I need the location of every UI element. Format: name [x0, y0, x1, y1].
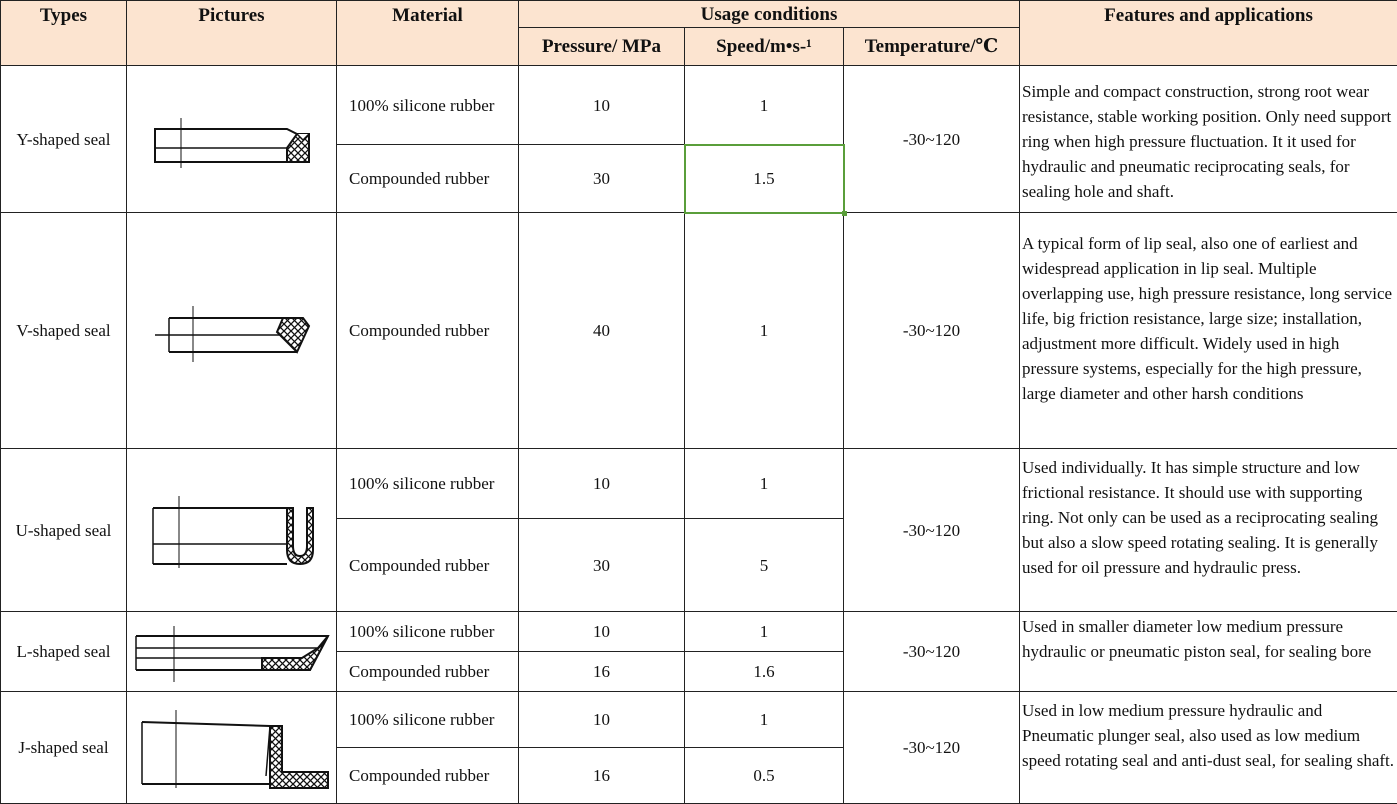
pressure-value: 10: [593, 474, 610, 493]
pressure-value: 16: [593, 662, 610, 681]
header-material[interactable]: [337, 0, 519, 66]
j-shaped-seal-drawing-icon: [132, 700, 332, 796]
row-l-material-1[interactable]: [337, 612, 519, 652]
row-l-material-2[interactable]: [337, 652, 519, 692]
row-j-type[interactable]: [0, 692, 127, 804]
speed-value: 1: [759, 321, 769, 340]
material-text: Compounded rubber: [349, 555, 490, 575]
type-label: L-shaped seal: [16, 642, 111, 661]
active-cell-selection[interactable]: [684, 144, 845, 214]
header-features[interactable]: [1020, 0, 1397, 66]
header-material-text: Material: [392, 5, 463, 26]
row-u-features[interactable]: [1020, 449, 1397, 612]
pressure-value: 30: [593, 555, 610, 575]
temperature-value: -30~120: [902, 321, 961, 340]
speed-value: 1: [759, 95, 769, 115]
material-text: Compounded rubber: [349, 169, 490, 188]
u-shaped-seal-drawing-icon: [137, 490, 327, 570]
speed-value: 1: [759, 622, 769, 641]
material-text: Compounded rubber: [349, 766, 490, 785]
speed-value: 1: [759, 710, 769, 729]
material-text: 100% silicone rubber: [349, 474, 495, 493]
row-j-picture[interactable]: [127, 692, 337, 804]
row-u-pressure-2[interactable]: [519, 519, 685, 612]
row-v-features[interactable]: [1020, 213, 1397, 449]
temperature-value: -30~120: [902, 520, 961, 540]
header-pictures-text: Pictures: [198, 5, 265, 26]
row-j-material-2[interactable]: [337, 748, 519, 804]
header-usage-conditions[interactable]: [519, 0, 1020, 28]
temperature-value: -30~120: [902, 738, 961, 757]
row-y-material-1[interactable]: [337, 66, 519, 145]
row-j-material-1[interactable]: [337, 692, 519, 748]
row-u-speed-1[interactable]: [685, 449, 844, 519]
temperature-value: -30~120: [902, 129, 961, 149]
header-pressure-text: Pressure/ MPa: [541, 36, 662, 57]
header-features-text: Features and applications: [1104, 5, 1313, 26]
speed-value: 1.6: [753, 662, 775, 681]
material-text: Compounded rubber: [349, 321, 490, 340]
speed-value: 1: [759, 474, 769, 493]
row-v-material-1[interactable]: [337, 213, 519, 449]
row-u-pressure-1[interactable]: [519, 449, 685, 519]
row-u-speed-2[interactable]: [685, 519, 844, 612]
row-y-temperature[interactable]: [844, 66, 1020, 213]
pressure-value: 30: [593, 169, 610, 188]
type-label: U-shaped seal: [15, 520, 112, 540]
row-u-material-2[interactable]: [337, 519, 519, 612]
row-y-material-2[interactable]: [337, 145, 519, 213]
pressure-value: 16: [593, 766, 610, 785]
row-l-picture[interactable]: [127, 612, 337, 692]
row-l-temperature[interactable]: [844, 612, 1020, 692]
row-l-features[interactable]: [1020, 612, 1397, 692]
row-v-speed-1[interactable]: [685, 213, 844, 449]
y-shaped-seal-drawing-icon: [137, 104, 327, 174]
row-v-pressure-1[interactable]: [519, 213, 685, 449]
header-usage-text: Usage conditions: [700, 3, 838, 25]
row-j-pressure-2[interactable]: [519, 748, 685, 804]
header-types[interactable]: [0, 0, 127, 66]
row-v-temperature[interactable]: [844, 213, 1020, 449]
row-y-pressure-2[interactable]: [519, 145, 685, 213]
row-y-features[interactable]: [1020, 66, 1397, 213]
type-label: Y-shaped seal: [16, 129, 111, 149]
header-speed-text: Speed/m•s-¹: [716, 36, 812, 57]
pressure-value: 40: [593, 321, 610, 340]
type-label: V-shaped seal: [16, 321, 111, 340]
row-v-picture[interactable]: [127, 213, 337, 449]
l-shaped-seal-drawing-icon: [132, 618, 332, 686]
material-text: Compounded rubber: [349, 662, 490, 681]
row-j-speed-2[interactable]: [685, 748, 844, 804]
header-pictures[interactable]: [127, 0, 337, 66]
header-temperature[interactable]: [844, 28, 1020, 66]
row-j-pressure-1[interactable]: [519, 692, 685, 748]
row-l-speed-2[interactable]: [685, 652, 844, 692]
row-y-pressure-1[interactable]: [519, 66, 685, 145]
features-text: Used individually. It has simple structure and low frictional resistance. It should use with supporting ring. Not only can be used as a reciprocating sealing but also a slow speed rotating sealing. It is generally used for oil pressure and hydraulic press.: [1022, 458, 1378, 577]
features-text: A typical form of lip seal, also one of earliest and widespread application in lip seal. Multiple overlapping use, high pressure resistance, long service life, big friction resistance, large size; installation, adjustment more difficult. Widely used in high pressure systems, especially for the high pressure, large diameter and other harsh conditions: [1022, 234, 1393, 403]
row-l-speed-1[interactable]: [685, 612, 844, 652]
row-l-pressure-2[interactable]: [519, 652, 685, 692]
speed-value: 1.5: [753, 169, 775, 188]
features-text: Used in smaller diameter low medium pressure hydraulic or pneumatic piston seal, for sealing bore: [1022, 617, 1372, 661]
row-u-temperature[interactable]: [844, 449, 1020, 612]
material-text: 100% silicone rubber: [349, 710, 495, 729]
row-j-speed-1[interactable]: [685, 692, 844, 748]
type-label: J-shaped seal: [18, 738, 109, 757]
features-text: Used in low medium pressure hydraulic and Pneumatic plunger seal, also used as low medium speed rotating seal and anti-dust seal, for sealing shaft.: [1022, 701, 1394, 770]
header-pressure[interactable]: [519, 28, 685, 66]
material-text: 100% silicone rubber: [349, 622, 495, 641]
header-temperature-text: Temperature/℃: [864, 36, 999, 57]
row-u-type[interactable]: [0, 449, 127, 612]
row-u-material-1[interactable]: [337, 449, 519, 519]
temperature-value: -30~120: [902, 642, 961, 661]
row-y-picture[interactable]: [127, 66, 337, 213]
pressure-value: 10: [593, 622, 610, 641]
pressure-value: 10: [593, 710, 610, 729]
header-speed[interactable]: [685, 28, 844, 66]
row-u-picture[interactable]: [127, 449, 337, 612]
row-y-type[interactable]: [0, 66, 127, 213]
row-j-temperature[interactable]: [844, 692, 1020, 804]
material-text: 100% silicone rubber: [349, 95, 495, 115]
speed-value: 0.5: [753, 766, 775, 785]
header-types-text: Types: [39, 5, 88, 26]
pressure-value: 10: [593, 95, 610, 115]
speed-value: 5: [759, 555, 769, 575]
features-text: Simple and compact construction, strong root wear resistance, stable working position. Only need support ring when high pressure fluctuation. It it used for hydraulic and pneumatic reciprocating seals, for sealing hole and shaft.: [1022, 82, 1392, 201]
row-l-pressure-1[interactable]: [519, 612, 685, 652]
v-shaped-seal-drawing-icon: [137, 296, 327, 366]
row-v-type[interactable]: [0, 213, 127, 449]
row-y-speed-1[interactable]: [685, 66, 844, 145]
row-l-type[interactable]: [0, 612, 127, 692]
row-j-features[interactable]: [1020, 692, 1397, 804]
